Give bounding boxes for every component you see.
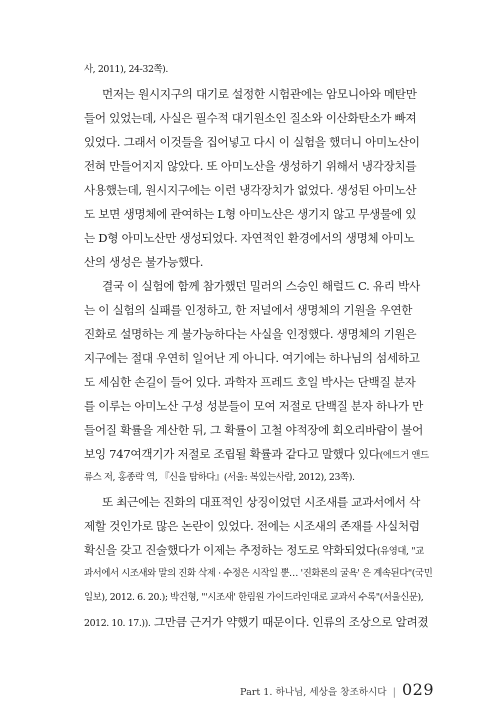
body-line: 들어질 확률을 계산한 뒤, 그 확률이 고철 야적장에 회오리바람이 불어 bbox=[84, 423, 424, 437]
body-line bbox=[84, 615, 436, 631]
body-line: 산의 생성은 불가능했다. bbox=[84, 255, 204, 269]
body-text: 그만큼 근거가 약했기 때문이다. 인류의 조상으로 알려졌 bbox=[150, 615, 429, 629]
citation-note: (유영대, "교 bbox=[376, 546, 424, 557]
footer-part-title: Part 1. 하나님, 세상을 창조하시다 bbox=[240, 687, 387, 698]
citation-line: 일보), 2012. 6. 20.); 박건형, "'시조새' 한림원 가이드라인대로 교과서 수록"(서울신문), bbox=[84, 592, 424, 603]
page-number: 029 bbox=[401, 680, 434, 699]
body-line: 사, 2011), 24-32쪽). bbox=[84, 64, 169, 75]
citation-line: 과서에서 시조새와 말의 진화 삭제 · 수정은 시작일 뿐… '진화론의 굴욕' 은 계속된다"(국민 bbox=[84, 568, 433, 579]
body-line: 지구에는 절대 우연히 일어난 게 아니다. 여기에는 하나님의 섬세하고 bbox=[84, 351, 420, 365]
body-line: 진화로 설명하는 게 불가능하다는 사실을 인정했다. 생명체의 기원은 bbox=[84, 327, 417, 341]
body-line: 먼저는 원시지구의 대기로 설정한 시험관에는 암모니아와 메탄만 bbox=[102, 87, 417, 101]
body-text: 확신을 갖고 진술했다가 이제는 추정하는 정도로 약화되었다 bbox=[84, 543, 377, 557]
body-line: 를 이루는 아미노산 구성 성분들이 모여 저절로 단백질 분자 하나가 만 bbox=[84, 399, 424, 413]
body-line-with-note bbox=[84, 447, 436, 463]
page-footer bbox=[240, 680, 434, 699]
body-line: 또 최근에는 진화의 대표적인 상징이었던 시조새를 교과서에서 삭 bbox=[102, 495, 420, 509]
body-line: 들어 있었는데, 사실은 필수적 대기원소인 질소와 이산화탄소가 빠져 bbox=[84, 111, 417, 125]
body-line: 결국 이 실험에 함께 참가했던 밀러의 스승인 해럴드 C. 유리 박사 bbox=[102, 279, 420, 293]
body-line-with-note bbox=[84, 543, 436, 559]
body-text: 보잉 747여객기가 저절로 조립될 확률과 같다고 말했다 있다 bbox=[84, 447, 380, 461]
citation-line: 류스 저, 홍종락 역, 『신을 탐하다』(서울: 복있는사람, 2012), 23쪽). bbox=[84, 472, 355, 483]
citation-tail: 2012. 10. 17.)). bbox=[84, 618, 151, 629]
body-line: 도 보면 생명체에 관여하는 L형 아미노산은 생기지 않고 무생물에 있 bbox=[84, 207, 417, 221]
body-line: 는 D형 아미노산만 생성되었다. 자연적인 환경에서의 생명체 아미노 bbox=[84, 231, 415, 245]
body-line: 제할 것인가로 많은 논란이 있었다. 전에는 시조새의 존재를 사실처럼 bbox=[84, 519, 420, 533]
body-line: 있었다. 그래서 이것들을 집어넣고 다시 이 실험을 했더니 아미노산이 bbox=[84, 135, 420, 149]
body-line: 사용했는데, 원시지구에는 이런 냉각장치가 없었다. 생성된 아미노산 bbox=[84, 183, 417, 197]
body-line: 는 이 실험의 실패를 인정하고, 한 저널에서 생명체의 기원을 우연한 bbox=[84, 303, 413, 317]
body-line: 전혀 만들어지지 않았다. 또 아미노산을 생성하기 위해서 냉각장치를 bbox=[84, 159, 417, 173]
footer-separator: | bbox=[392, 687, 396, 698]
citation-note: (에드거 앤드 bbox=[379, 450, 429, 461]
body-line: 도 세심한 손길이 들어 있다. 과학자 프레드 호일 박사는 단백질 분자 bbox=[84, 375, 416, 389]
